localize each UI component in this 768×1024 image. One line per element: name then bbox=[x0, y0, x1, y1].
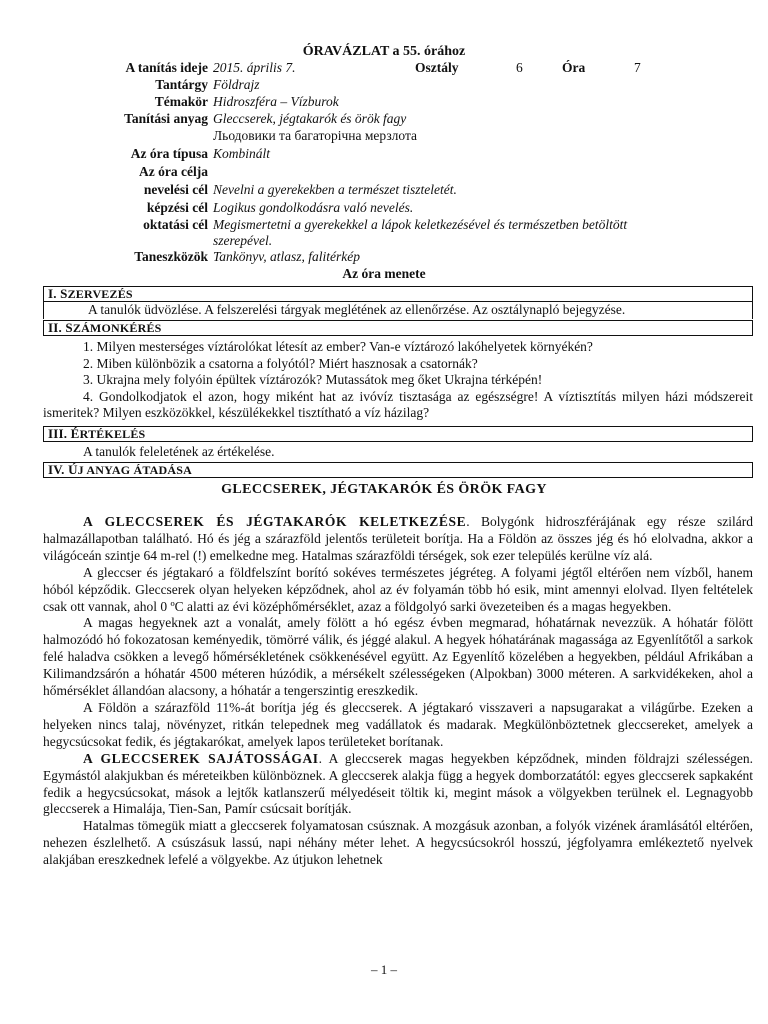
goal-label: Az óra célja bbox=[139, 164, 208, 179]
topic-value: Hidroszféra – Vízburok bbox=[213, 94, 339, 109]
class-value: 6 bbox=[516, 60, 523, 75]
date-value: 2015. április 7. bbox=[213, 60, 296, 75]
type-label: Az óra típusa bbox=[130, 146, 208, 161]
meta-row-type bbox=[0, 146, 768, 164]
type-value: Kombinált bbox=[213, 146, 271, 161]
section-1-title: ZERVEZÉS bbox=[67, 287, 133, 301]
meta-row-teach bbox=[0, 217, 768, 251]
section-3-roman: III. É bbox=[48, 426, 80, 441]
material-label: Tanítási anyag bbox=[124, 111, 208, 126]
meta-row-material bbox=[0, 111, 768, 129]
subheading-features: A GLECCSEREK SAJÁTOSSÁGAI bbox=[83, 750, 319, 766]
section-2-roman: II. S bbox=[48, 320, 73, 335]
section-3-title: RTÉKELÉS bbox=[79, 427, 146, 441]
main-heading: GLECCSEREK, JÉGTAKARÓK ÉS ÖRÖK FAGY bbox=[221, 482, 547, 497]
paragraph-5-text: . A gleccserek magas hegyekben képződnek, minden földrajzi szélességen. Egymástól alakjukban és méreteikben különböznek. A gleccserek alakja függ a hegyek domborzatától: egyes gleccserek sapkaként fedik a hegycsúcsokat, mások a lejtők katlanszerű mélyedéseit töltik ki, megint mások a völgyekben terülnek el. Legnagyobb gleccserek a Himalája, Tien-San, Pamír csúcsait borítják. bbox=[43, 750, 753, 817]
section-4-header bbox=[43, 462, 753, 478]
question-3: 3. Ukrajna mely folyóin épültek víztározók? Mutassátok meg őket Ukrajna térképén! bbox=[83, 372, 543, 388]
section-1-roman: I. S bbox=[48, 286, 68, 301]
section-3-text: A tanulók feleletének az értékelése. bbox=[83, 444, 275, 459]
material-value-ua: Льодовики та багаторічна мерзлота bbox=[213, 128, 418, 143]
meta-row-subject bbox=[0, 77, 768, 95]
paragraph-6: Hatalmas tömegük miatt a gleccserek folyamatosan csúsznak. A mozgásuk azonban, a folyók vizének áramlásától eltérően, nehezen észlelhető. A csúszásuk lassú, napi néhány méter lehet. A hegycsúcsokról hosszú, jégfolyamra emlékeztető nyelvek alakjában ereszkednek lefelé a völgyekbe. Az útjukon lehetnek bbox=[43, 818, 753, 868]
subject-value: Földrajz bbox=[213, 77, 260, 92]
page-number: – 1 – bbox=[371, 962, 397, 977]
paragraph-2: A gleccser és jégtakaró a földfelszínt borító sokéves természetes jégréteg. A folyami jégtől eltérően nem vízből, hanem hóból képződik. Gleccserek olyan helyeken képződnek, ahol az év folyamán több hó esik, mint amennyi elolvad. Ilyen feltételek csak ott vannak, ahol 0 ºC alatti az évi középhőmérséklet, azaz a földgolyó sarki övezeteiben és a magas hegyekben. bbox=[43, 564, 753, 614]
section-1-body bbox=[43, 302, 753, 319]
paragraph-1 bbox=[43, 514, 753, 565]
question-1: 1. Milyen mesterséges víztárolókat létesít az ember? Van-e víztározó lakóhelyetek környékén? bbox=[83, 339, 593, 354]
paragraph-5 bbox=[43, 751, 753, 819]
question-4: 4. Gondolkodjatok el azon, hogy miként hat az ivóvíz tisztasága az egészségre! A víztisztítás milyen házi módszereit ismeritek? Milyen eszközökkel, készülékekkel tisztítható a víz házilag? bbox=[43, 388, 753, 421]
material-value: Gleccserek, jégtakarók és örök fagy bbox=[213, 111, 407, 126]
meta-row-edu bbox=[0, 182, 768, 200]
dev-value: Logikus gondolkodásra való nevelés. bbox=[213, 200, 414, 215]
section-1-text: A tanulók üdvözlése. A felszerelési tárgyak meglétének az ellenőrzése. Az osztálynapló bejegyzése. bbox=[88, 302, 626, 317]
edu-value: Nevelni a gyerekekben a természet tiszteletét. bbox=[213, 182, 457, 197]
date-label: A tanítás ideje bbox=[125, 60, 208, 75]
lesson-value: 7 bbox=[634, 60, 641, 75]
question-2: 2. Miben különbözik a csatorna a folyótól? Miért hasznosak a csatornák? bbox=[83, 355, 478, 371]
lesson-label: Óra bbox=[562, 60, 586, 75]
section-1-header bbox=[43, 286, 753, 302]
meta-row-topic bbox=[0, 94, 768, 112]
dev-label: képzési cél bbox=[146, 200, 208, 215]
teach-value: Megismertetni a gyerekekkel a lápok keletkezésével és természetben betöltött szerepével. bbox=[213, 217, 628, 248]
section-3-header bbox=[43, 426, 753, 442]
edu-label: nevelési cél bbox=[143, 182, 208, 197]
page-title: ÓRAVÁZLAT a 55. órához bbox=[302, 44, 466, 59]
class-label: Osztály bbox=[415, 60, 459, 75]
meta-row-material-ua bbox=[0, 128, 768, 146]
meta-row-goal bbox=[0, 164, 768, 182]
section-2-body bbox=[43, 339, 753, 422]
tools-label: Taneszközök bbox=[134, 249, 208, 264]
tools-value: Tankönyv, atlasz, falitérkép bbox=[213, 249, 360, 264]
meta-row-tools bbox=[0, 249, 768, 267]
paragraph-1-text: . Bolygónk hidroszférájának egy része szilárd halmazállapotban található. Hó és jég a szárazföld jelentős területeit borítja. Ha a Földön az összes jég és hó elolvadna, akkor a világóceán szintje 64 m-rel (!) emelkedne meg. Hatalmas szárazföldi térségek, sok ezer település kerülne víz alá. bbox=[43, 514, 753, 563]
meta-row-dev bbox=[0, 200, 768, 218]
paragraph-4: A Földön a szárazföld 11%-át borítja jég és gleccserek. A jégtakaró visszaveri a napsugarakat a világűrbe. Ezeken a helyeken nincs talaj, növényzet, ritkán telepednek meg vadállatok és madarak. Megkülönböztetnek gleccsereket, amelyek a hegycsúcsokat fedik, és jégtakarókat, amelyek lapos területeket borítanak. bbox=[43, 699, 753, 749]
section-2-header bbox=[43, 320, 753, 336]
lesson-content bbox=[43, 514, 753, 869]
section-2-title: ZÁMONKÉRÉS bbox=[72, 321, 162, 335]
section-4-title: J ANYAG ÁTADÁSA bbox=[77, 463, 193, 477]
section-3-body bbox=[43, 444, 753, 461]
meta-row-date bbox=[0, 60, 768, 78]
subheading-formation: A GLECCSEREK ÉS JÉGTAKARÓK KELETKEZÉSE bbox=[83, 514, 467, 529]
subject-label: Tantárgy bbox=[155, 77, 208, 92]
teach-label: oktatási cél bbox=[143, 217, 208, 232]
lesson-flow-heading: Az óra menete bbox=[342, 266, 426, 281]
section-4-roman: IV. Ú bbox=[48, 462, 78, 477]
topic-label: Témakör bbox=[154, 94, 208, 109]
paragraph-3: A magas hegyeknek azt a vonalát, amely fölött a hó egész évben megmarad, hóhatárnak nevezzük. A hóhatár fölött halmozódó hó fokozatosan keményedik, tömörré válik, és jéggé alakul. A hegyek hóhatárának magassága az Egyenlítőtől a sarkok felé haladva csökken a levegő hőmérsékletének csökkenésével együtt. Az Egyenlítő közelében a hegyekben, például Afrikában a Kilimandzsárón a hóhatár 4500 méteren húzódik, a mérsékelt szélességeken (Alpokban) 3000 méteren. A sarkvidékeken, ahol a hőmérséklet állandóan alacsony, a hóhatár a tengerszintig ereszkedik. bbox=[43, 615, 753, 699]
